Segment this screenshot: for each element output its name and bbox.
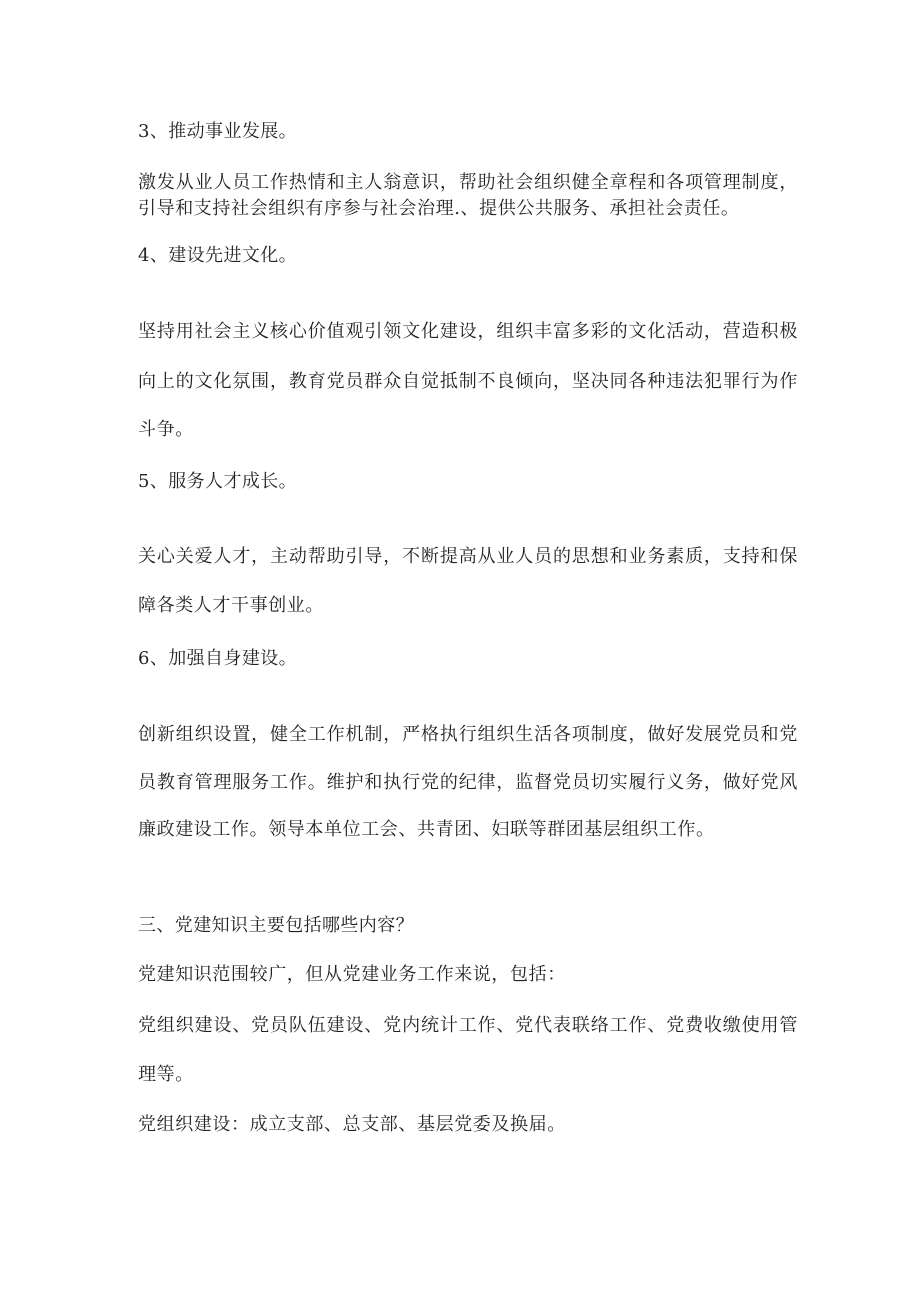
part-3-question: 三、党建知识主要包括哪些内容？ [138,915,414,936]
section-4-body-line-2: 向上的文化氛围，教育党员群众自觉抵制不良倾向，坚决同各种违法犯罪行为作 [138,371,798,392]
section-6-heading: 6、加强自身建设。 [138,648,298,669]
section-4-body-line-3: 斗争。 [138,419,194,440]
section-3-heading: 3、推动事业发展。 [138,121,298,142]
section-4-body-line-1: 坚持用社会主义核心价值观引领文化建设，组织丰富多彩的文化活动，营造积极 [138,321,798,342]
section-5-body-line-2: 障各类人才干事创业。 [138,595,324,616]
section-5-body-line-1: 关心关爱人才，主动帮助引导，不断提高从业人员的思想和业务素质，支持和保 [138,546,798,567]
part-3-org: 党组织建设：成立支部、总支部、基层党委及换届。 [138,1114,566,1135]
part-3-list-line-2: 理等。 [138,1064,194,1085]
section-6-body-line-1: 创新组织设置，健全工作机制，严格执行组织生活各项制度，做好发展党员和党 [138,724,798,745]
section-5-heading: 5、服务人才成长。 [138,471,298,492]
section-3-body-line-1: 激发从业人员工作热情和主人翁意识，帮助社会组织健全章程和各项管理制度， [138,172,798,193]
part-3-list-line-1: 党组织建设、党员队伍建设、党内统计工作、党代表联络工作、党费收缴使用管 [138,1015,798,1036]
part-3-intro: 党建知识范围较广，但从党建业务工作来说，包括： [138,964,566,985]
section-3-body-line-2: 引导和支持社会组织有序参与社会治理.、提供公共服务、承担社会责任。 [138,198,740,219]
section-4-heading: 4、建设先进文化。 [138,245,298,266]
section-6-body-line-2: 员教育管理服务工作。维护和执行党的纪律，监督党员切实履行义务，做好党风 [138,772,798,793]
section-6-body-line-3: 廉政建设工作。领导本单位工会、共青团、妇联等群团基层组织工作。 [138,819,715,840]
